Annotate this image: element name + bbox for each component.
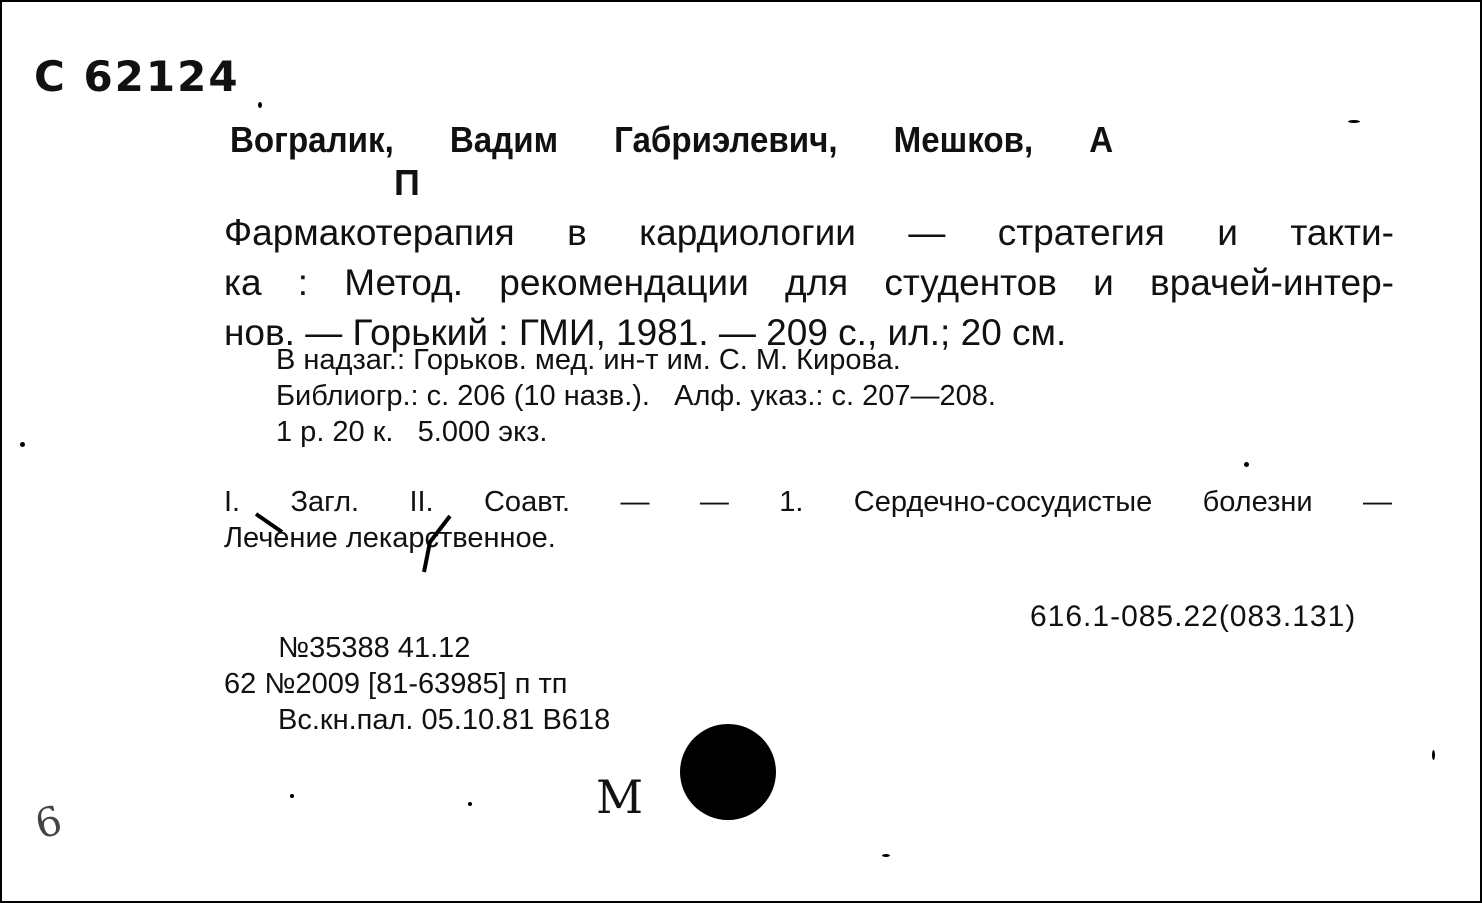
ink-speck (1244, 462, 1249, 467)
udc-classification: 616.1-085.22(083.131) (1030, 600, 1357, 633)
title-block (224, 208, 1394, 358)
title-line: Фармакотерапия в кардиологии — стратегия и такти- (224, 212, 1394, 253)
code-line: №35388 41.12 (278, 632, 471, 664)
ink-speck (290, 794, 294, 798)
ink-speck (1348, 120, 1360, 123)
code-line-2 (224, 666, 610, 702)
ink-speck (1432, 750, 1435, 760)
ink-speck (468, 802, 472, 806)
note-line: В надзаг.: Горьков. мед. ин-т им. С. М. Кирова. (276, 344, 901, 376)
tracing-line: I. Загл. II. Соавт. — — 1. Сердечно-сосудистые болезни — (224, 486, 1392, 518)
note-line: 1 р. 20 к. 5.000 экз. (276, 416, 548, 448)
codes-block (224, 630, 610, 738)
call-number: С 62124 (34, 52, 240, 101)
pen-checkmark-icon (254, 506, 454, 576)
author-line: Вогралик, Вадим Габриэлевич, Мешков, А (230, 119, 1114, 160)
code-text: №2009 [81-63985] п тп (264, 668, 568, 700)
note-line: Библиогр.: с. 206 (10 назв.). Алф. указ.: с. 207—208. (276, 380, 996, 412)
code-line: Вс.кн.пал. 05.10.81 В618 (278, 704, 611, 736)
code-prefix: 62 (224, 668, 257, 700)
ink-speck (258, 102, 262, 108)
punch-hole-mark (680, 724, 776, 820)
ink-speck (882, 854, 890, 857)
tracing-line: Лечение лекарственное. (224, 522, 556, 554)
title-line: нов. — Горький : ГМИ, 1981. — 209 с., ил.; 20 см. (224, 312, 1067, 353)
notes-block (276, 342, 996, 450)
ink-speck (20, 442, 25, 447)
title-line: ка : Метод. рекомендации для студентов и врачей-интер- (224, 262, 1394, 303)
author-initial: П (394, 162, 420, 203)
handwritten-corner-mark: 6 (30, 797, 67, 849)
handwritten-mark: М (596, 770, 644, 824)
